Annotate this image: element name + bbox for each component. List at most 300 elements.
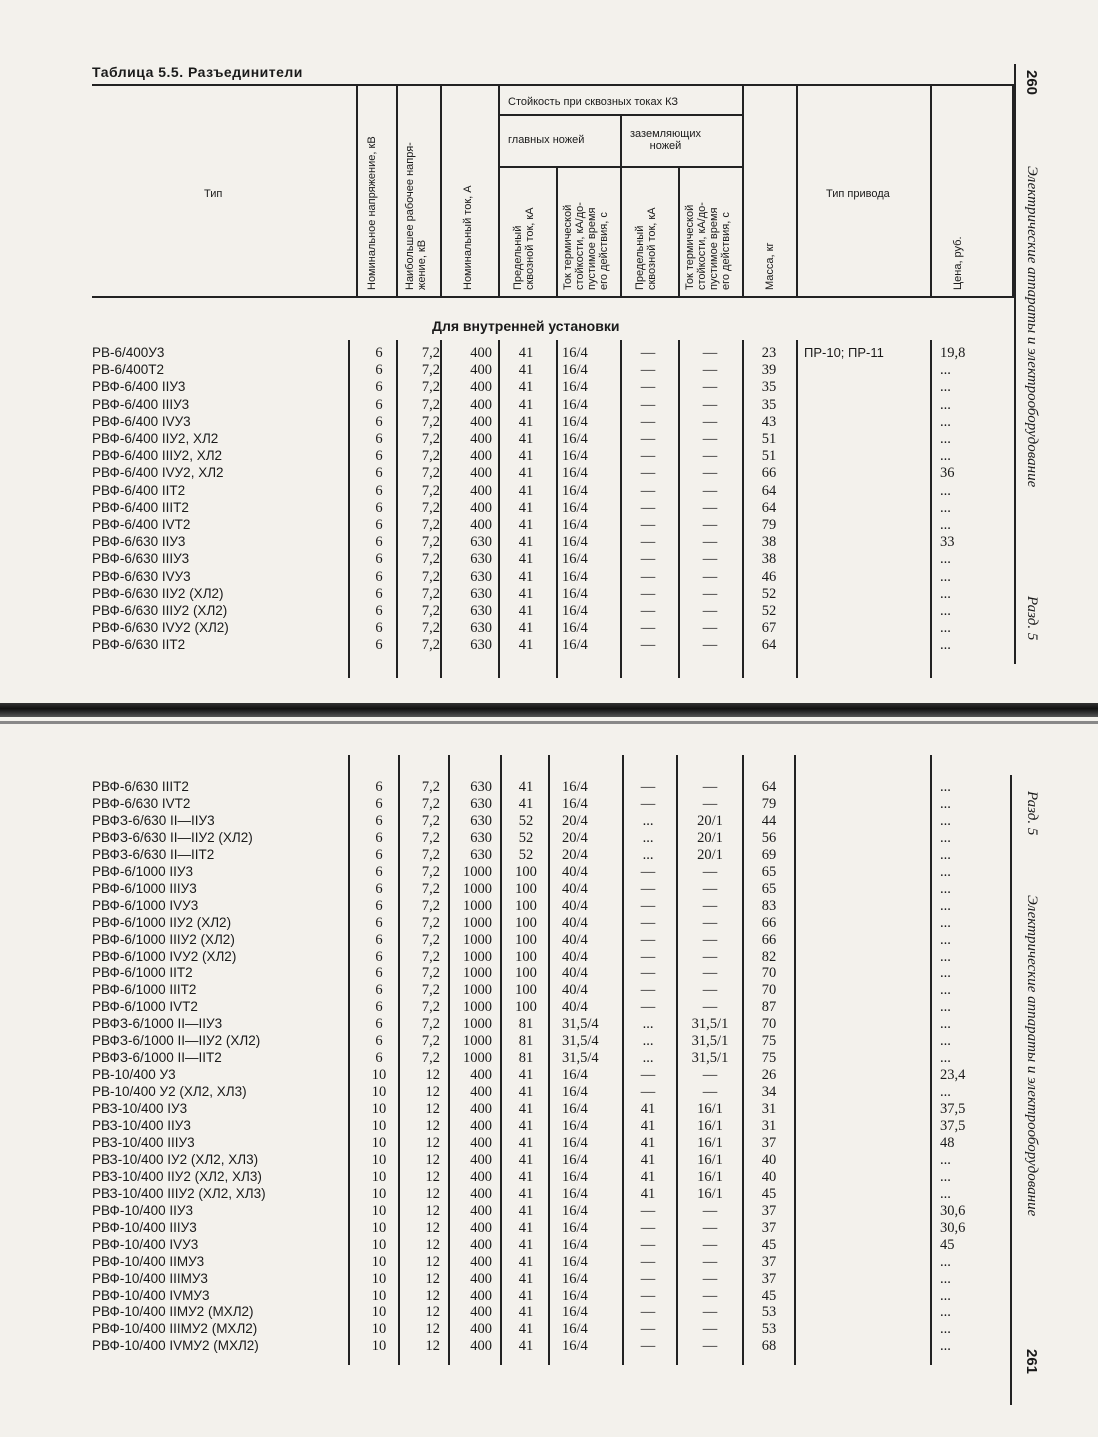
thermal-cell: 16/4 [562,551,588,568]
earth-thermal-cell: — [702,1304,718,1321]
price-cell: ... [940,1287,951,1304]
peak-current-cell: 41 [518,379,534,396]
rated-current-cell: 400 [470,1270,492,1287]
type-cell: РВФЗ-6/1000 II—IIТ2 [92,1050,222,1066]
earth-peak-cell: — [640,637,656,654]
max-voltage-cell: 7,2 [421,551,440,568]
earth-thermal-cell: — [702,482,718,499]
max-voltage-cell: 7,2 [421,897,440,914]
mass-cell: 34 [761,1084,777,1101]
type-cell: РВФ-6/1000 IIIТ2 [92,982,197,998]
mass-cell: 35 [761,379,777,396]
peak-current-cell: 41 [518,1321,534,1338]
rated-voltage-cell: 6 [375,362,383,379]
peak-current-cell: 41 [518,551,534,568]
col-rule [396,84,398,296]
earth-peak-cell: — [640,948,656,965]
mass-cell: 31 [761,1101,777,1118]
rated-voltage-cell: 10 [371,1338,387,1355]
price-cell: ... [940,379,951,396]
table-row [0,1271,1098,1288]
header-earth-thermal: Ток термической стойкости, кА/до- пустимое время его действия, с [684,202,732,290]
rated-voltage-cell: 10 [371,1168,387,1185]
page-number-bottom: 261 [1023,1349,1040,1375]
price-cell: ... [940,482,951,499]
type-cell: РВФ-6/1000 IIУ3 [92,863,193,879]
earth-thermal-cell: 16/1 [697,1101,723,1118]
table-row [0,586,1098,603]
table-row [0,1101,1098,1118]
earth-thermal-cell: — [702,779,718,795]
rated-voltage-cell: 6 [375,931,383,948]
thermal-cell: 16/4 [562,585,588,602]
earth-peak-cell: — [640,379,656,396]
mass-cell: 65 [761,863,777,880]
earth-thermal-cell: — [702,551,718,568]
type-cell: РВФЗ-6/630 II—IIТ2 [92,846,215,862]
type-cell: РВФ-10/400 IVМУ3 [92,1287,210,1303]
price-cell: ... [940,551,951,568]
peak-current-cell: 41 [518,1338,534,1355]
scan-divider-shadow [0,721,1098,724]
rated-voltage-cell: 6 [375,482,383,499]
earth-peak-cell: — [640,1067,656,1084]
peak-current-cell: 41 [518,1084,534,1101]
earth-peak-cell: 41 [640,1185,656,1202]
type-cell: РВФ-6/400 IIIУ3 [92,396,190,412]
rated-voltage-cell: 6 [375,795,383,812]
thermal-cell: 16/4 [562,1321,588,1338]
rated-voltage-cell: 6 [375,517,383,533]
peak-current-cell: 41 [518,499,534,516]
thermal-cell: 16/4 [562,795,588,812]
max-voltage-cell: 12 [425,1287,440,1304]
earth-peak-cell: — [640,482,656,499]
peak-current-cell: 41 [518,1287,534,1304]
mass-cell: 68 [761,1338,777,1355]
rated-voltage-cell: 6 [375,982,383,999]
table-row [0,500,1098,517]
max-voltage-cell: 7,2 [421,482,440,499]
price-cell: 19,8 [940,345,966,361]
rated-voltage-cell: 6 [375,534,383,551]
max-voltage-cell: 12 [425,1253,440,1270]
col-rule [440,84,442,296]
rated-voltage-cell: 6 [375,1033,383,1050]
mass-cell: 37 [761,1253,777,1270]
type-cell: РВ-6/400У3 [92,345,165,360]
rated-current-cell: 400 [470,482,492,499]
peak-current-cell: 41 [518,517,534,533]
rated-voltage-cell: 10 [371,1084,387,1101]
earth-peak-cell: — [640,551,656,568]
mass-cell: 70 [761,965,777,982]
col-rule [796,84,798,296]
earth-peak-cell: — [640,499,656,516]
max-voltage-cell: 12 [425,1067,440,1084]
scan-divider [0,703,1098,717]
type-cell: РВФ-6/400 IVУ2, ХЛ2 [92,465,224,481]
earth-peak-cell: — [640,568,656,585]
thermal-cell: 16/4 [562,499,588,516]
table-title: Таблица 5.5. Разъединители [92,64,303,80]
peak-current-cell: 100 [515,948,537,965]
type-cell: РВЗ-10/400 IIIУ2 (ХЛ2, ХЛ3) [92,1185,266,1201]
mass-cell: 23 [761,345,777,361]
rated-voltage-cell: 6 [375,863,383,880]
peak-current-cell: 41 [518,413,534,430]
peak-current-cell: 41 [518,1101,534,1118]
peak-current-cell: 100 [515,965,537,982]
rated-current-cell: 400 [470,396,492,413]
max-voltage-cell: 7,2 [421,413,440,430]
rated-voltage-cell: 6 [375,779,383,795]
type-cell: РВФ-6/630 IVУ3 [92,568,191,584]
thermal-cell: 16/4 [562,1067,588,1084]
running-title-top: Электрические аппараты и электрооборудование [1024,166,1040,488]
price-cell: ... [940,1321,951,1338]
table-row [0,483,1098,500]
mass-cell: 51 [761,448,777,465]
rated-current-cell: 1000 [463,914,492,931]
earth-thermal-cell: — [702,345,718,361]
earth-thermal-cell: — [702,534,718,551]
earth-thermal-cell: — [702,585,718,602]
table-row [0,1203,1098,1220]
peak-current-cell: 41 [518,1067,534,1084]
header-max-voltage: Наибольшее рабочее напря- жение, кВ [404,142,428,290]
table-row [0,915,1098,932]
earth-thermal-cell: 20/1 [697,829,723,846]
mass-cell: 87 [761,999,777,1016]
rated-voltage-cell: 10 [371,1202,387,1219]
rated-voltage-cell: 10 [371,1236,387,1253]
mass-cell: 83 [761,897,777,914]
header-peak-current: Предельный сквозной ток, кА [512,207,536,290]
thermal-cell: 40/4 [562,931,588,948]
max-voltage-cell: 7,2 [421,379,440,396]
rated-current-cell: 400 [470,1118,492,1134]
running-section-bottom: Разд. 5 [1024,791,1040,836]
rated-current-cell: 400 [470,1067,492,1084]
earth-peak-cell: — [640,620,656,637]
thermal-cell: 40/4 [562,880,588,897]
table-row [0,517,1098,534]
earth-peak-cell: — [640,1253,656,1270]
earth-peak-cell: — [640,1338,656,1355]
rated-voltage-cell: 6 [375,603,383,619]
rated-current-cell: 400 [470,499,492,516]
rated-current-cell: 630 [470,534,492,551]
earth-thermal-cell: — [702,795,718,812]
rated-voltage-cell: 6 [375,914,383,931]
max-voltage-cell: 7,2 [421,829,440,846]
peak-current-cell: 41 [518,345,534,361]
rated-voltage-cell: 10 [371,1321,387,1338]
price-cell: ... [940,779,951,795]
type-cell: РВФ-6/1000 IIУ2 (ХЛ2) [92,914,232,930]
earth-thermal-cell: 20/1 [697,846,723,863]
rated-voltage-cell: 6 [375,585,383,602]
rated-current-cell: 1000 [463,1050,492,1067]
earth-peak-cell: ... [642,846,654,863]
thermal-cell: 16/4 [562,379,588,396]
rated-current-cell: 400 [470,517,492,533]
table-row [0,345,1098,362]
max-voltage-cell: 12 [425,1101,440,1118]
header-price: Цена, руб. [952,236,964,290]
peak-current-cell: 100 [515,863,537,880]
mass-cell: 64 [761,499,777,516]
running-title-bottom: Электрические аппараты и электрооборудование [1024,895,1040,1217]
table-row [0,932,1098,949]
price-cell: 33 [940,534,955,551]
max-voltage-cell: 7,2 [421,965,440,982]
rated-current-cell: 630 [470,779,492,795]
earth-thermal-cell: — [702,863,718,880]
earth-peak-cell: — [640,897,656,914]
table-row [0,1050,1098,1067]
price-cell: ... [940,568,951,585]
max-voltage-cell: 7,2 [421,1033,440,1050]
earth-peak-cell: 41 [640,1118,656,1134]
mass-cell: 26 [761,1067,777,1084]
max-voltage-cell: 12 [425,1270,440,1287]
table-row [0,1067,1098,1084]
max-voltage-cell: 7,2 [421,914,440,931]
earth-peak-cell: — [640,914,656,931]
table-row [0,551,1098,568]
earth-thermal-cell: 20/1 [697,812,723,829]
table-row [0,465,1098,482]
earth-peak-cell: — [640,931,656,948]
earth-thermal-cell: — [702,1084,718,1101]
header-drive: Тип привода [826,188,890,200]
price-cell: ... [940,448,951,465]
col-rule [742,84,744,296]
mass-cell: 82 [761,948,777,965]
thermal-cell: 16/4 [562,465,588,482]
table-row [0,779,1098,796]
peak-current-cell: 81 [518,1050,534,1067]
max-voltage-cell: 7,2 [421,568,440,585]
rated-voltage-cell: 6 [375,551,383,568]
max-voltage-cell: 12 [425,1304,440,1321]
max-voltage-cell: 7,2 [421,931,440,948]
peak-current-cell: 41 [518,448,534,465]
rated-current-cell: 400 [470,1185,492,1202]
earth-thermal-cell: — [702,1202,718,1219]
peak-current-cell: 41 [518,1253,534,1270]
mass-cell: 52 [761,603,777,619]
earth-peak-cell: — [640,1219,656,1236]
thermal-cell: 16/4 [562,1304,588,1321]
earth-thermal-cell: 16/1 [697,1134,723,1151]
rated-current-cell: 630 [470,620,492,637]
rated-voltage-cell: 6 [375,345,383,361]
thermal-cell: 40/4 [562,948,588,965]
page-260 [0,0,1098,700]
header-earth-blades: заземляющих ножей [630,128,701,152]
max-voltage-cell: 7,2 [421,863,440,880]
type-cell: РВФ-10/400 IVУ3 [92,1236,199,1252]
mass-cell: 70 [761,982,777,999]
rated-current-cell: 630 [470,637,492,654]
earth-thermal-cell: 16/1 [697,1151,723,1168]
price-cell: ... [940,396,951,413]
rated-voltage-cell: 6 [375,431,383,447]
price-cell: ... [940,1084,951,1101]
type-cell: РВЗ-10/400 IIIУ3 [92,1134,195,1150]
max-voltage-cell: 7,2 [421,362,440,379]
max-voltage-cell: 7,2 [421,448,440,465]
col-rule [620,114,622,296]
rated-current-cell: 1000 [463,863,492,880]
thermal-cell: 16/4 [562,482,588,499]
earth-thermal-cell: — [702,999,718,1016]
earth-peak-cell: — [640,345,656,361]
type-cell: РВФЗ-6/630 II—IIУ2 (ХЛ2) [92,829,253,845]
rated-current-cell: 1000 [463,965,492,982]
max-voltage-cell: 7,2 [421,880,440,897]
earth-peak-cell: — [640,965,656,982]
rated-voltage-cell: 6 [375,568,383,585]
peak-current-cell: 41 [518,1202,534,1219]
thermal-cell: 16/4 [562,603,588,619]
peak-current-cell: 41 [518,396,534,413]
earth-peak-cell: — [640,1084,656,1101]
page-261 [0,735,1098,1437]
peak-current-cell: 100 [515,931,537,948]
price-cell: ... [940,1270,951,1287]
table-row [0,397,1098,414]
type-cell: РВФ-6/400 IVТ2 [92,517,191,532]
max-voltage-cell: 7,2 [421,948,440,965]
price-cell: ... [940,846,951,863]
type-cell: РВФ-6/630 IIТ2 [92,637,186,653]
earth-peak-cell: ... [642,812,654,829]
mass-cell: 75 [761,1050,777,1067]
earth-peak-cell: — [640,1236,656,1253]
earth-peak-cell: — [640,448,656,465]
type-cell: РВФЗ-6/1000 II—IIУ3 [92,1016,223,1032]
thermal-cell: 16/4 [562,637,588,654]
earth-thermal-cell: 31,5/1 [691,1033,729,1050]
header-rated-voltage: Номинальное напряжение, кВ [366,136,378,290]
type-cell: РВФ-6/1000 IIТ2 [92,965,193,981]
peak-current-cell: 41 [518,465,534,482]
earth-thermal-cell: 16/1 [697,1118,723,1134]
peak-current-cell: 100 [515,897,537,914]
type-cell: РВФ-6/400 IIIУ2, ХЛ2 [92,448,223,464]
rated-voltage-cell: 10 [371,1101,387,1118]
peak-current-cell: 41 [518,362,534,379]
type-cell: РВФ-10/400 IIIУ3 [92,1219,197,1235]
table-row [0,637,1098,654]
table-row [0,1186,1098,1203]
thermal-cell: 16/4 [562,1338,588,1355]
price-cell: ... [940,999,951,1016]
earth-peak-cell: — [640,863,656,880]
mass-cell: 40 [761,1168,777,1185]
type-cell: РВФ-6/630 IIУ3 [92,534,186,550]
earth-thermal-cell: — [702,620,718,637]
earth-thermal-cell: — [702,948,718,965]
max-voltage-cell: 12 [425,1134,440,1151]
thermal-cell: 16/4 [562,1118,588,1134]
rated-voltage-cell: 10 [371,1287,387,1304]
earth-peak-cell: — [640,779,656,795]
table-row [0,1135,1098,1152]
earth-thermal-cell: — [702,603,718,619]
thermal-cell: 16/4 [562,413,588,430]
table-row [0,1084,1098,1101]
mass-cell: 75 [761,1033,777,1050]
price-cell: ... [940,1185,951,1202]
table-row [0,1254,1098,1271]
price-cell: ... [940,982,951,999]
earth-peak-cell: 41 [640,1101,656,1118]
earth-thermal-cell: — [702,965,718,982]
price-cell: ... [940,1033,951,1050]
rated-current-cell: 1000 [463,1033,492,1050]
earth-thermal-cell: — [702,517,718,533]
rated-current-cell: 630 [470,795,492,812]
thermal-cell: 16/4 [562,1253,588,1270]
rated-current-cell: 1000 [463,948,492,965]
mass-cell: 64 [761,779,777,795]
earth-thermal-cell: — [702,568,718,585]
mass-cell: 39 [761,362,777,379]
rated-voltage-cell: 10 [371,1067,387,1084]
earth-thermal-cell: — [702,880,718,897]
rated-current-cell: 1000 [463,982,492,999]
thermal-cell: 16/4 [562,568,588,585]
peak-current-cell: 41 [518,1185,534,1202]
mass-cell: 67 [761,620,777,637]
price-cell: 36 [940,465,955,482]
price-cell: ... [940,1016,951,1033]
table-row [0,1288,1098,1305]
type-cell: РВФ-6/400 IVУ3 [92,413,191,429]
earth-thermal-cell: — [702,499,718,516]
col-rule [356,84,358,296]
earth-thermal-cell: — [702,413,718,430]
earth-thermal-cell: — [702,1287,718,1304]
max-voltage-cell: 7,2 [421,1050,440,1067]
thermal-cell: 16/4 [562,1151,588,1168]
type-cell: РВФ-6/630 IIIУ3 [92,551,190,567]
rated-current-cell: 400 [470,1304,492,1321]
thermal-cell: 31,5/4 [562,1050,599,1067]
rated-current-cell: 1000 [463,880,492,897]
earth-peak-cell: — [640,534,656,551]
max-voltage-cell: 7,2 [421,396,440,413]
header-rated-current: Номинальный ток, А [462,185,474,290]
mass-cell: 31 [761,1118,777,1134]
peak-current-cell: 41 [518,1270,534,1287]
table-row [0,1338,1098,1355]
earth-thermal-cell: — [702,1338,718,1355]
peak-current-cell: 100 [515,914,537,931]
price-cell: ... [940,1151,951,1168]
type-cell: РВЗ-10/400 IУ2 (ХЛ2, ХЛ3) [92,1151,259,1167]
peak-current-cell: 100 [515,999,537,1016]
peak-current-cell: 81 [518,1033,534,1050]
thermal-cell: 16/4 [562,1202,588,1219]
earth-thermal-cell: — [702,448,718,465]
earth-thermal-cell: — [702,1067,718,1084]
